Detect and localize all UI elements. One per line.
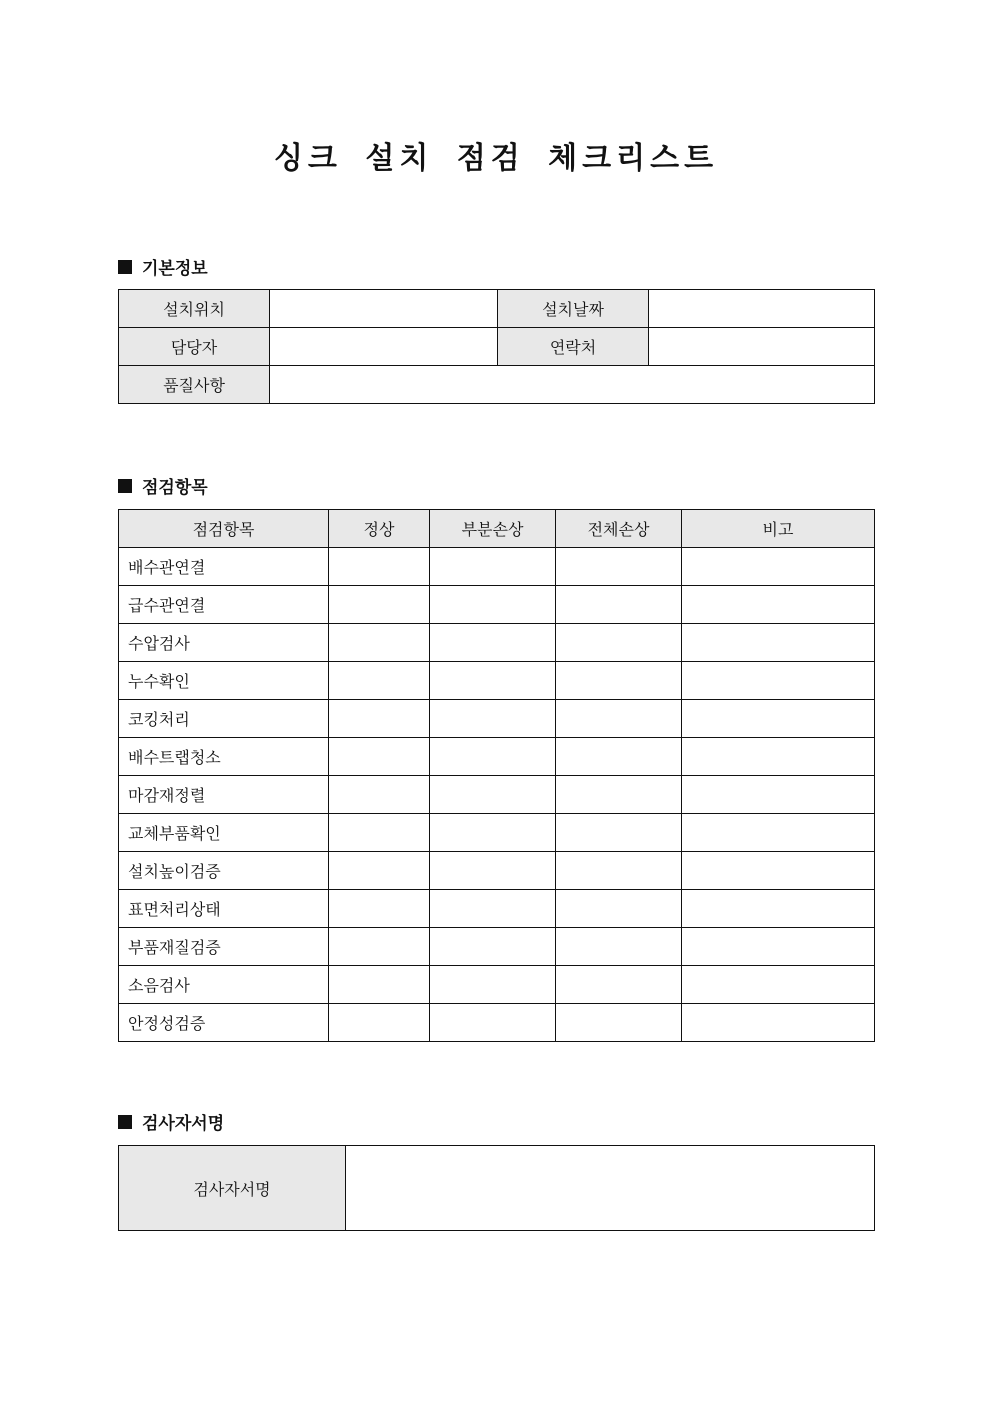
label-location: 설치위치 [119,290,270,328]
square-bullet-icon [118,1115,132,1129]
date-field[interactable] [649,290,875,328]
total-cell[interactable] [556,624,682,662]
table-row [119,814,875,852]
table-row [119,1004,875,1042]
section-title: 기본정보 [142,259,208,279]
partial-cell[interactable] [430,814,556,852]
item-label: 배수트랩청소 [119,738,329,776]
table-row [119,890,875,928]
table-row [119,776,875,814]
table-row [119,928,875,966]
total-cell[interactable] [556,1004,682,1042]
item-label: 소음검사 [119,966,329,1004]
section-title: 점검항목 [142,478,208,498]
total-cell[interactable] [556,852,682,890]
col-note: 비고 [682,510,875,548]
partial-cell[interactable] [430,738,556,776]
note-cell[interactable] [682,624,875,662]
col-partial: 부분손상 [430,510,556,548]
quality-field[interactable] [270,366,875,404]
item-label: 교체부품확인 [119,814,329,852]
note-cell[interactable] [682,852,875,890]
partial-cell[interactable] [430,928,556,966]
partial-cell[interactable] [430,548,556,586]
normal-cell[interactable] [329,700,430,738]
partial-cell[interactable] [430,890,556,928]
table-row [119,852,875,890]
normal-cell[interactable] [329,852,430,890]
label-quality: 품질사항 [119,366,270,404]
sign-label: 검사자서명 [119,1146,346,1231]
partial-cell[interactable] [430,700,556,738]
basic-info-table [118,289,875,404]
normal-cell[interactable] [329,776,430,814]
square-bullet-icon [118,260,132,274]
item-label: 수압검사 [119,624,329,662]
table-row [119,662,875,700]
item-label: 설치높이검증 [119,852,329,890]
normal-cell[interactable] [329,1004,430,1042]
col-item: 점검항목 [119,510,329,548]
item-label: 표면처리상태 [119,890,329,928]
section-title: 검사자서명 [142,1114,225,1134]
note-cell[interactable] [682,966,875,1004]
section-basic-heading [118,254,208,279]
note-cell[interactable] [682,928,875,966]
table-row [119,586,875,624]
table-row [119,548,875,586]
section-check-heading [118,473,208,498]
partial-cell[interactable] [430,662,556,700]
normal-cell[interactable] [329,662,430,700]
partial-cell[interactable] [430,966,556,1004]
item-label: 코킹처리 [119,700,329,738]
total-cell[interactable] [556,586,682,624]
partial-cell[interactable] [430,586,556,624]
sign-table [118,1145,875,1231]
partial-cell[interactable] [430,624,556,662]
normal-cell[interactable] [329,548,430,586]
location-field[interactable] [270,290,498,328]
item-label: 안정성검증 [119,1004,329,1042]
total-cell[interactable] [556,662,682,700]
note-cell[interactable] [682,776,875,814]
table-row [119,624,875,662]
normal-cell[interactable] [329,966,430,1004]
total-cell[interactable] [556,700,682,738]
total-cell[interactable] [556,548,682,586]
normal-cell[interactable] [329,586,430,624]
check-table [118,509,875,1042]
total-cell[interactable] [556,890,682,928]
table-row [119,700,875,738]
total-cell[interactable] [556,928,682,966]
normal-cell[interactable] [329,890,430,928]
contact-field[interactable] [649,328,875,366]
label-date: 설치날짜 [498,290,649,328]
normal-cell[interactable] [329,738,430,776]
note-cell[interactable] [682,814,875,852]
total-cell[interactable] [556,814,682,852]
total-cell[interactable] [556,738,682,776]
note-cell[interactable] [682,738,875,776]
note-cell[interactable] [682,890,875,928]
col-normal: 정상 [329,510,430,548]
table-row [119,738,875,776]
item-label: 누수확인 [119,662,329,700]
partial-cell[interactable] [430,1004,556,1042]
normal-cell[interactable] [329,814,430,852]
label-contact: 연락처 [498,328,649,366]
total-cell[interactable] [556,776,682,814]
total-cell[interactable] [556,966,682,1004]
manager-field[interactable] [270,328,498,366]
normal-cell[interactable] [329,624,430,662]
page-title: 싱크 설치 점검 체크리스트 [273,141,719,176]
header-row [119,510,875,548]
normal-cell[interactable] [329,928,430,966]
note-cell[interactable] [682,548,875,586]
partial-cell[interactable] [430,776,556,814]
col-total: 전체손상 [556,510,682,548]
section-sign-heading [118,1109,224,1134]
note-cell[interactable] [682,700,875,738]
note-cell[interactable] [682,1004,875,1042]
item-label: 급수관연결 [119,586,329,624]
partial-cell[interactable] [430,852,556,890]
table-row [119,966,875,1004]
note-cell[interactable] [682,586,875,624]
note-cell[interactable] [682,662,875,700]
signature-field[interactable] [346,1146,875,1231]
label-manager: 담당자 [119,328,270,366]
item-label: 배수관연결 [119,548,329,586]
item-label: 마감재정렬 [119,776,329,814]
item-label: 부품재질검증 [119,928,329,966]
square-bullet-icon [118,479,132,493]
